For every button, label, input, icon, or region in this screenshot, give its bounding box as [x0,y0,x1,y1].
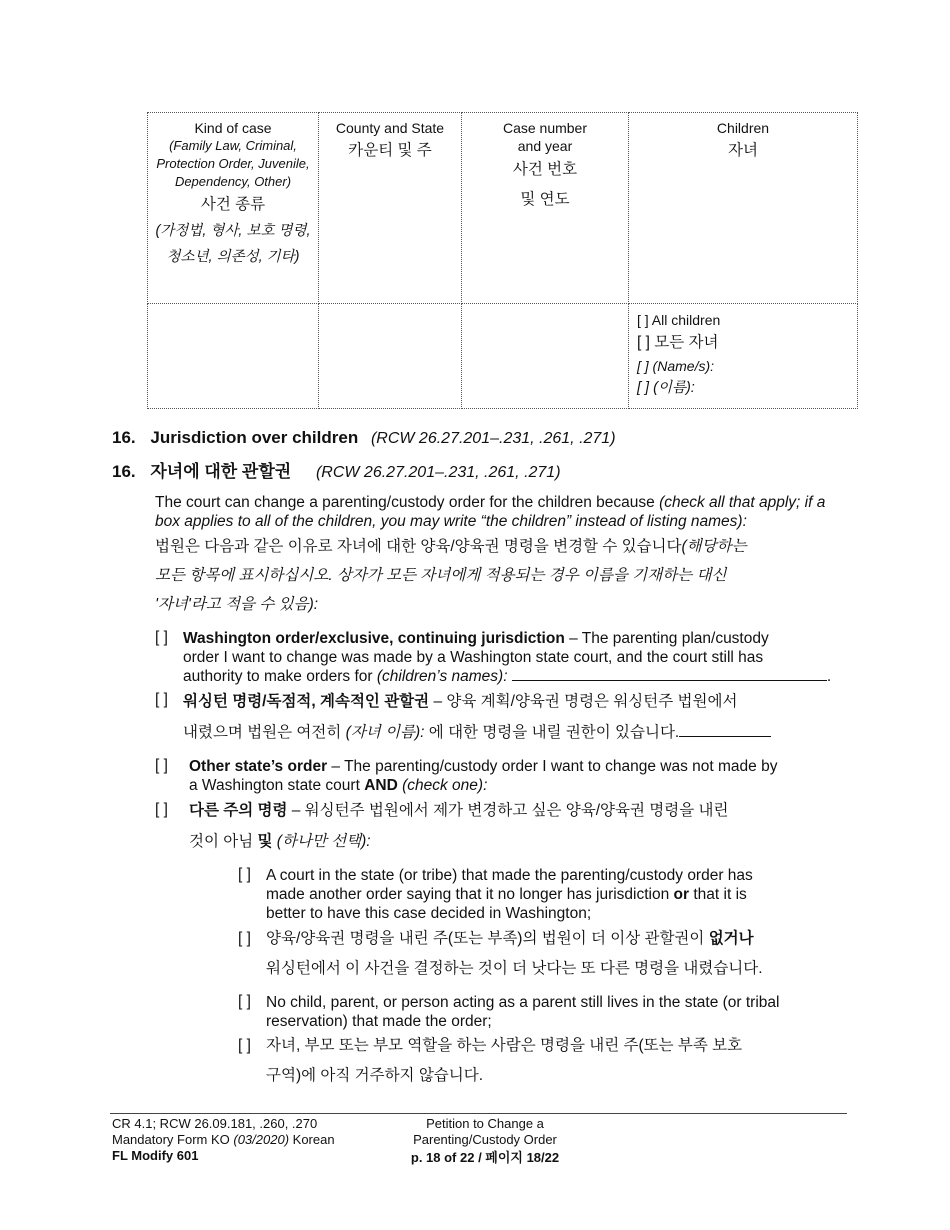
other-order-en [189,757,849,795]
header-kind-of-case [148,113,319,304]
intro-ko-line2: 모든 항목에 표시하십시오. 상자가 모든 자녀에게 적용되는 경우 이름을 기재하는 대신 [155,567,727,584]
footer-form-label: Mandatory Form KO [112,1132,234,1147]
other-order-ko-text-1: – 워싱턴주 법원에서 제가 변경하고 싶은 양육/양육권 명령을 내린 [287,802,729,819]
cell-case-number-empty[interactable] [462,304,629,409]
case-number-title-1: Case number [502,120,588,136]
section-heading-en [112,428,616,448]
wa-order-text-1: – The parenting plan/custody [564,630,769,647]
sub-a-checkbox[interactable]: [ ] [238,866,251,883]
footer-title-1: Petition to Change a [426,1116,544,1131]
intro-ko-line1 [155,533,855,560]
option-names-ko[interactable]: [ ] (이름): [637,380,695,396]
other-order-title-en: Other state’s order [189,758,328,775]
other-order-and: AND [364,777,398,794]
wa-order-ko-text-2b: 에 대한 명령을 내릴 권한이 있습니다. [424,724,680,741]
footer-form-date: (03/2020) [233,1132,290,1147]
children-title-ko: 자녀 [728,142,758,159]
header-case-number [462,113,629,304]
intro-en-italic: (check all that apply; if a box applies to all of the children, you may write “the children” instead of listing names): [155,494,826,530]
sub-a-en-2b: that it is [689,886,747,903]
sub-b-en [266,993,846,1031]
table-row [148,304,858,409]
sub-a-ko-checkbox[interactable]: [ ] [238,930,251,947]
footer-divider [110,1113,847,1114]
section-title-ko: 자녀에 대한 관할권 [150,462,292,481]
sub-a-ko [266,925,846,982]
sub-a-en-2a: made another order saying that it no longer has jurisdiction [266,886,674,903]
sub-b-ko [266,1032,846,1089]
intro-en [155,493,845,531]
wa-order-children-label: (children’s names): [376,668,508,685]
sub-a-en [266,866,846,923]
wa-order-text-3: authority to make orders for [183,668,377,685]
footer-title-2: Parenting/Custody Order [413,1132,557,1147]
other-order-text-2: a Washington state court [189,777,365,794]
sub-a-ko-2: 워싱턴에서 이 사건을 결정하는 것이 더 낫다는 또 다른 명령을 내렸습니다. [266,960,763,977]
page-number: p. 18 of 22 / 페이지 18/22 [410,1150,560,1165]
sub-b-ko-1: 자녀, 부모 또는 부모 역할을 하는 사람은 명령을 내린 주(또는 부족 보호 [266,1037,743,1054]
county-title: County and State [335,120,445,136]
other-order-ko-checkbox[interactable]: [ ] [155,801,168,818]
section-heading-ko [112,457,561,482]
other-order-check-one: (check one): [397,777,488,794]
option-all-children-ko[interactable]: [ ] 모든 자녀 [637,334,719,351]
case-number-title-ko-2: 및 연도 [520,191,570,208]
intro-ko-text: 법원은 다음과 같은 이유로 자녀에 대한 양육/양육권 명령을 변경할 수 있습니다 [155,538,682,555]
table-header-row [148,113,858,304]
wa-children-names-field[interactable] [512,680,827,681]
wa-order-title-ko: 워싱턴 명령/독점적, 계속적인 관할권 [183,693,430,710]
wa-order-checkbox[interactable]: [ ] [155,629,168,646]
intro-ko-italic-1: (해당하는 [681,538,747,555]
cell-children-options [629,304,858,409]
header-children [629,113,858,304]
children-title: Children [716,120,770,136]
section-number-ko: 16. [112,462,136,481]
case-number-title-2: and year [517,138,573,154]
wa-order-title-en: Washington order/exclusive, continuing jurisdiction [183,630,565,647]
other-order-checkbox[interactable]: [ ] [155,757,168,774]
option-names[interactable]: [ ] (Name/s): [637,358,715,374]
section-citation-ko: (RCW 26.27.201–.231, .261, .271) [315,464,561,481]
sub-b-en-2: reservation) that made the order; [266,1013,492,1030]
wa-children-names-field-ko[interactable] [679,736,771,737]
county-title-ko: 카운티 및 주 [348,142,432,159]
section-citation-en: (RCW 26.27.201–.231, .261, .271) [370,430,616,447]
header-county-state [319,113,462,304]
footer-form-id: FL Modify 601 [112,1148,199,1163]
kind-note-ko: (가정법, 형사, 보호 명령, 청소년, 의존성, 기타) [155,223,311,265]
footer-rule-citation: CR 4.1; RCW 26.09.181, .260, .270 [112,1116,318,1131]
other-order-ko-and: 및 [257,833,273,850]
sub-a-en-1: A court in the state (or tribe) that made the parenting/custody order has [266,867,753,884]
sub-b-ko-2: 구역)에 아직 거주하지 않습니다. [266,1067,484,1084]
cell-kind-empty[interactable] [148,304,319,409]
intro-en-text: The court can change a parenting/custody order for the children because [155,494,660,511]
wa-order-ko-checkbox[interactable]: [ ] [155,691,168,708]
sub-b-en-1: No child, parent, or person acting as a parent still lives in the state (or tribal [266,994,780,1011]
other-order-text-1: – The parenting/custody order I want to change was not made by [327,758,778,775]
footer-left [112,1116,335,1164]
other-order-ko-check-one: (하나만 선택): [272,833,371,850]
wa-order-en: Washington order/exclusive, continuing jurisdiction – The parenting plan/custody order I want to change was made by a Washington state court, and the court still has authority to make orders for (children’s names): . [183,629,853,686]
case-number-title-ko-1: 사건 번호 [512,161,578,178]
sub-a-en-3: better to have this case decided in Washington; [266,905,592,922]
wa-order-text-2: order I want to change was made by a Washington state court, and the court still has [183,649,764,666]
sub-b-checkbox[interactable]: [ ] [238,993,251,1010]
sub-a-ko-1: 양육/양육권 명령을 내린 주(또는 부족)의 법원이 더 이상 관할권이 [266,930,709,947]
sub-a-en-or: or [673,886,690,903]
footer-form-lang: Korean [289,1132,335,1147]
footer-center [380,1116,590,1166]
section-title-en: Jurisdiction over children [150,428,359,447]
wa-order-ko-text-1: – 양육 계획/양육권 명령은 워싱턴주 법원에서 [429,693,738,710]
kind-note-en: (Family Law, Criminal, Protection Order, Juvenile, Dependency, Other) [156,138,310,189]
prior-cases-table [147,112,858,409]
kind-title: Kind of case [194,120,272,136]
intro-ko-line3: '자녀'라고 적을 수 있음): [155,596,319,613]
wa-order-ko-children-label: (자녀 이름): [345,724,425,741]
other-order-ko-text-2: 것이 아님 [189,833,258,850]
other-order-title-ko: 다른 주의 명령 [189,802,288,819]
sub-b-ko-checkbox[interactable]: [ ] [238,1037,251,1054]
cell-county-empty[interactable] [319,304,462,409]
wa-order-ko-text-2: 내렸으며 법원은 여전히 [183,724,346,741]
sub-a-ko-bold: 없거나 [708,930,754,947]
option-all-children[interactable]: [ ] All children [637,312,721,328]
kind-title-ko: 사건 종류 [200,196,266,213]
wa-order-ko [183,688,853,746]
section-number: 16. [112,428,136,447]
other-order-ko [189,797,849,855]
